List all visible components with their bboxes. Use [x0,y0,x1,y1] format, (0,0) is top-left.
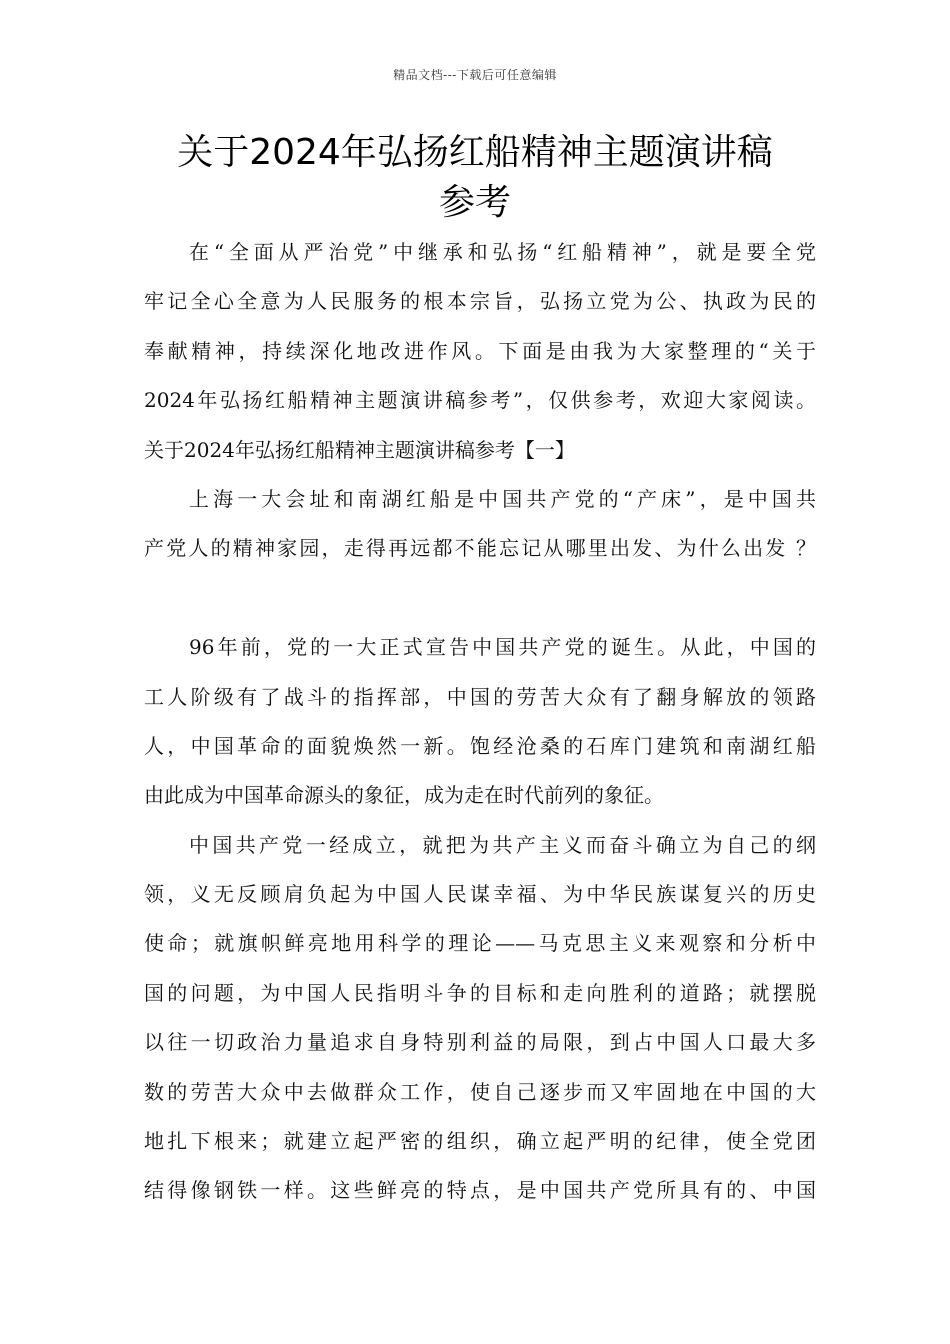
text-line: 2024年弘扬红船精神主题演讲稿参考”，仅供参考，欢迎大家阅读。 [144,388,816,413]
text-line: 在“全面从严治党”中继承和弘扬“红船精神”，就是要全党 [189,240,816,264]
text-line: 奉献精神，持续深化地改进作风。下面是由我为大家整理的“关于 [144,338,816,363]
paragraph-intro [144,228,816,426]
text-line: 关于2024年弘扬红船精神主题演讲稿参考【一】 [144,437,575,462]
document-body [144,228,816,1216]
text-line: 人，中国革命的面貌焕然一新。饱经沧桑的石库门建筑和南湖红船 [144,733,816,758]
text-line: 国的问题，为中国人民指明斗争的目标和走向胜利的道路；就摆脱 [144,980,816,1005]
text-line: 使命；就旗帜鲜亮地用科学的理论——马克思主义来观察和分析中 [144,931,816,956]
text-line: 地扎下根来；就建立起严密的组织，确立起严明的纪律，使全党团 [144,1129,816,1154]
page-header: 精品文档---下载后可任意编辑 [393,68,557,82]
text-line: 工人阶级有了战斗的指挥部，中国的劳苦大众有了翻身解放的领路 [144,684,816,709]
text-line: 牢记全心全意为人民服务的根本宗旨，弘扬立党为公、执政为民的 [144,289,816,314]
section-heading [144,426,816,475]
paragraph-birthplace [144,475,816,574]
text-line: 96年前，党的一大正式宣告中国共产党的诞生。从此，中国的 [189,635,816,660]
document-title [140,128,810,228]
text-line: 产党人的精神家园，走得再远都不能忘记从哪里出发、为什么出发 ？ [144,536,816,561]
title-line-1: 关于2024年弘扬红船精神主题演讲稿 [177,132,773,173]
text-line: 数的劳苦大众中去做群众工作，使自己逐步而又牢固地在中国的大 [144,1079,816,1104]
title-line-2: 参考 [438,182,511,223]
paragraph-founding [144,821,816,1216]
text-line: 结得像钢铁一样。这些鲜亮的特点，是中国共产党所具有的、中国 [144,1178,816,1203]
text-line: 上海一大会址和南湖红船是中国共产党的“产床”，是中国共 [189,486,816,511]
paragraph-96-years [144,623,816,821]
text-line: 由此成为中国革命源头的象征，成为走在时代前列的象征。 [144,783,664,808]
text-line: 以往一切政治力量追求自身特别利益的局限，到占中国人口最大多 [144,1030,816,1055]
text-line: 中国共产党一经成立，就把为共产主义而奋斗确立为自己的纲 [189,832,816,857]
text-line: 领，义无反顾肩负起为中国人民谋幸福、为中华民族谋复兴的历史 [144,882,816,907]
paragraph-gap [144,574,816,623]
